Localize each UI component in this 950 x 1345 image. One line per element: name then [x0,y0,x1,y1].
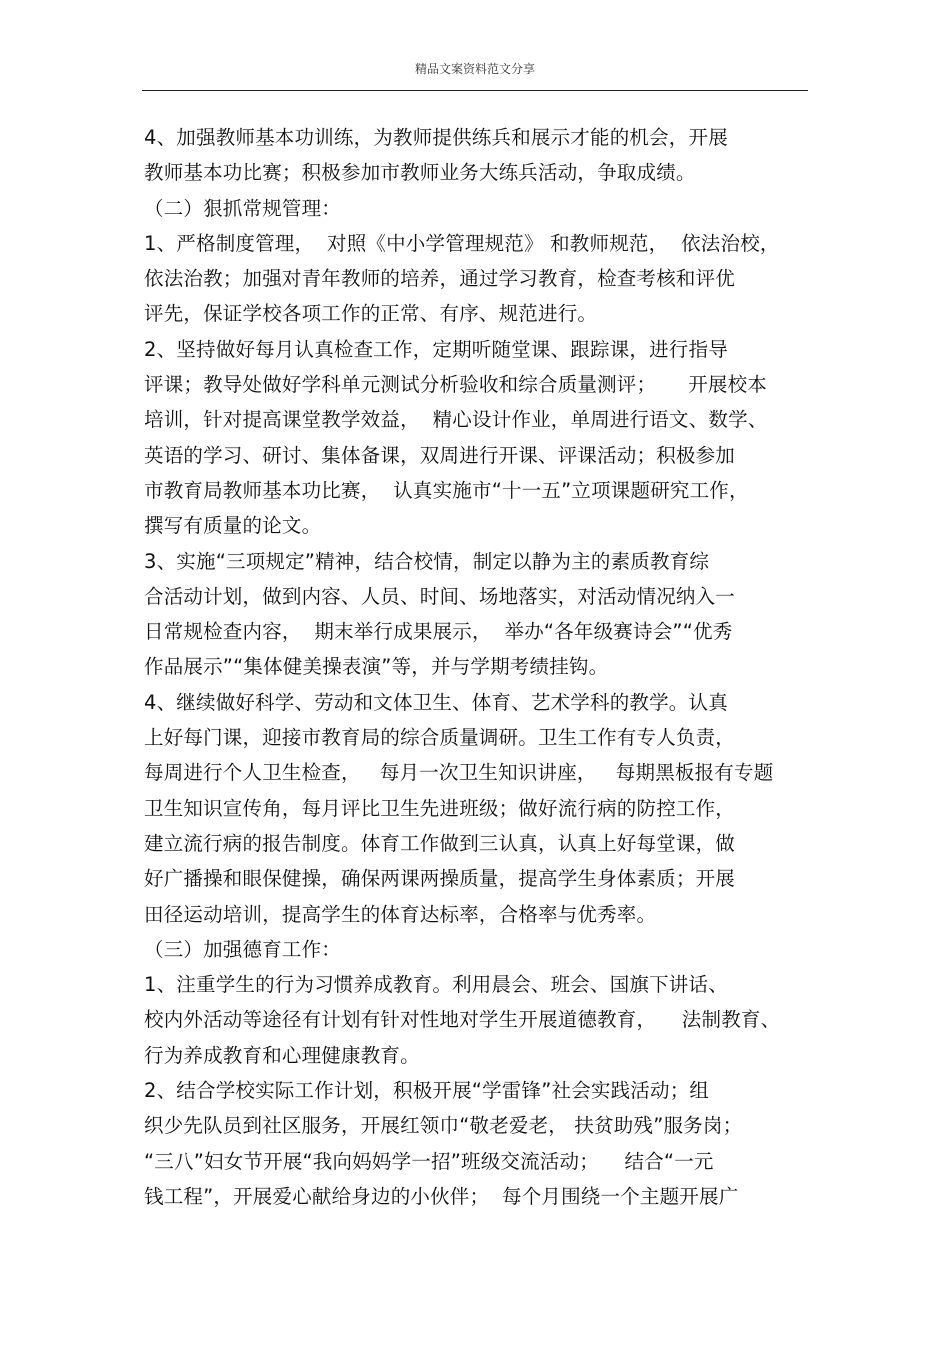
document-body [144,120,814,1214]
text-line: 合活动计划，做到内容、人员、时间、场地落实，对活动情况纳入一 [144,584,736,608]
text-line: 4、继续做好科学、劳动和文体卫生、体育、艺术学科的教学。认真 [144,690,728,714]
text-line: 日常规检查内容， 期末举行成果展示， 举办“各年级赛诗会”“优秀 [144,620,733,644]
text-line: 上好每门课，迎接市教育局的综合质量调研。卫生工作有专人负责， [144,726,736,750]
section-heading: （二）狠抓常规管理： [144,196,342,220]
text-line: 钱工程”，开展爱心献给身边的小伙伴； 每个月围绕一个主题开展广 [144,1184,739,1208]
text-line: 2、坚持做好每月认真检查工作，定期听随堂课、跟踪课，进行指导 [144,337,728,361]
text-line: 卫生知识宣传角，每月评比卫生先进班级；做好流行病的防控工作， [144,796,736,820]
text-line: 培训，针对提高课堂教学效益， 精心设计作业，单周进行语文、数学、 [144,408,768,432]
text-line: 每周进行个人卫生检查， 每月一次卫生知识讲座， 每期黑板报有专题 [144,761,774,785]
text-line: 依法治教；加强对青年教师的培养，通过学习教育，检查考核和评优 [144,267,736,291]
text-line: 1、严格制度管理， 对照《中小学管理规范》 和教师规范， 依法治校， [144,231,780,255]
text-line: 好广播操和眼保健操，确保两课两操质量，提高学生身体素质；开展 [144,867,736,891]
text-line: 行为养成教育和心理健康教育。 [144,1043,420,1067]
text-line: 2、结合学校实际工作计划，积极开展“学雷锋”社会实践活动；组 [144,1079,710,1103]
text-line: 英语的学习、研讨、集体备课，双周进行开课、评课活动；积极参加 [144,443,736,467]
text-line: 1、注重学生的行为习惯养成教育。利用晨会、班会、国旗下讲话、 [144,973,728,997]
text-line: 田径运动培训，提高学生的体育达标率，合格率与优秀率。 [144,902,657,926]
header-divider [142,90,808,91]
text-line: 4、加强教师基本功训练，为教师提供练兵和展示才能的机会，开展 [144,126,728,149]
text-line: 市教育局教师基本功比赛， 认真实施市“十一五”立项课题研究工作， [144,478,749,502]
text-line: 评课；教导处做好学科单元测试分析验收和综合质量测评； 开展校本 [144,373,767,397]
section-heading: （三）加强德育工作： [144,937,342,961]
text-line: 3、实施“三项规定”精神，结合校情，制定以静为主的素质教育综 [144,549,710,573]
text-line: 建立流行病的报告制度。体育工作做到三认真，认真上好每堂课，做 [144,831,736,855]
page-header: 精品文案资料范文分享 [414,62,535,76]
text-line: 评先，保证学校各项工作的正常、有序、规范进行。 [144,302,598,326]
text-line: 作品展示”“集体健美操表演”等，并与学期考绩挂钩。 [144,655,609,679]
text-line: 教师基本功比赛；积极参加市教师业务大练兵活动，争取成绩。 [144,161,696,185]
text-line: 织少先队员到社区服务，开展红领巾“敬老爱老， 扶贫助残”服务岗； [144,1114,743,1138]
text-line: 校内外活动等途径有计划有针对性地对学生开展道德教育， 法制教育、 [144,1008,781,1032]
text-line: 撰写有质量的论文。 [144,514,322,538]
text-line: “三八”妇女节开展“我向妈妈学一招”班级交流活动； 结合“一元 [144,1149,714,1173]
